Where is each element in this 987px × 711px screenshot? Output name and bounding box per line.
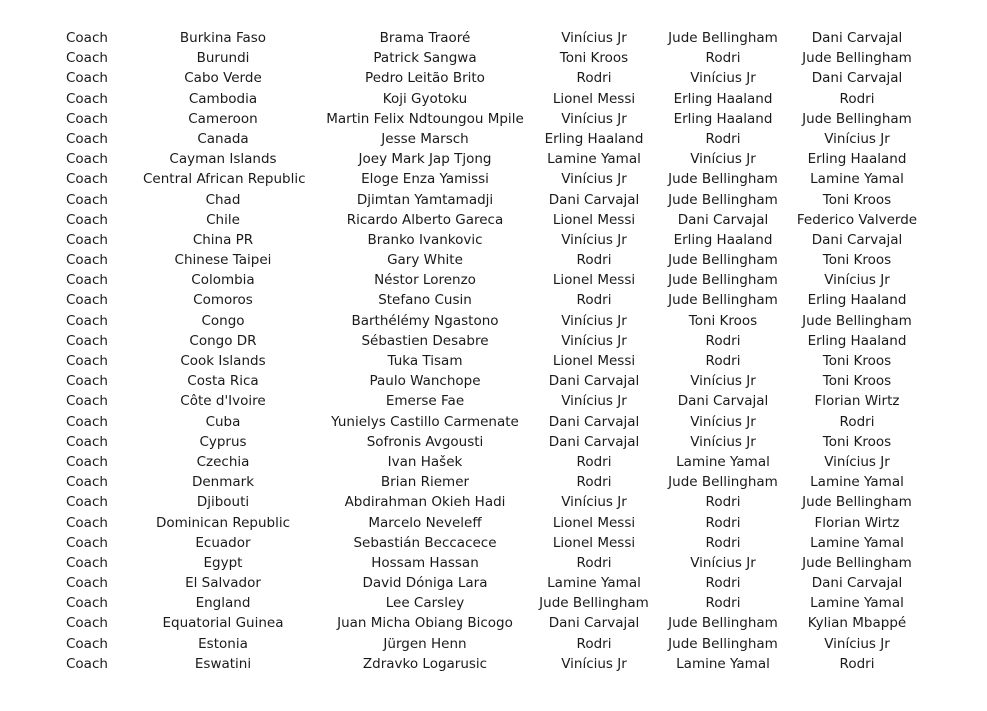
role-cell: Coach: [66, 332, 108, 349]
second-pick-cell: Vinícius Jr: [690, 151, 756, 168]
third-pick-cell: Erling Haaland: [807, 332, 907, 349]
second-pick-cell: Jude Bellingham: [668, 272, 778, 289]
table-row: [0, 513, 987, 533]
first-pick-cell: Jude Bellingham: [539, 595, 649, 612]
role-cell: Coach: [66, 413, 108, 430]
table-row: [0, 190, 987, 210]
country-cell: Chad: [205, 191, 241, 208]
third-pick-cell: Toni Kroos: [822, 353, 892, 369]
third-pick-cell: Rodri: [839, 413, 875, 430]
role-cell: Coach: [66, 171, 108, 188]
table-row: [0, 432, 987, 452]
third-pick-cell: Vinícius Jr: [824, 130, 890, 147]
table-row: [0, 371, 987, 391]
country-cell: Cabo Verde: [184, 70, 262, 87]
third-pick-cell: Vinícius Jr: [824, 635, 890, 652]
country-cell: Cook Islands: [180, 353, 266, 369]
first-pick-cell: Vinícius Jr: [561, 312, 627, 329]
role-cell: Coach: [66, 474, 108, 491]
third-pick-cell: Jude Bellingham: [802, 110, 912, 127]
table-row: [0, 593, 987, 613]
country-cell: Denmark: [191, 474, 255, 491]
first-pick-cell: Rodri: [576, 252, 612, 269]
coach-name-cell: Patrick Sangwa: [373, 50, 477, 67]
role-cell: Coach: [66, 292, 108, 309]
second-pick-cell: Rodri: [705, 494, 741, 511]
first-pick-cell: Dani Carvajal: [548, 413, 640, 430]
third-pick-cell: Kylian Mbappé: [807, 615, 907, 632]
table-row: [0, 412, 987, 432]
role-cell: Coach: [66, 90, 108, 107]
second-pick-cell: Jude Bellingham: [668, 191, 778, 208]
table-row: [0, 391, 987, 411]
role-cell: Coach: [66, 655, 108, 672]
role-cell: Coach: [66, 433, 108, 450]
coach-name-cell: Sébastien Desabre: [361, 332, 489, 349]
table-row: [0, 311, 987, 331]
votes-table: [0, 28, 987, 674]
table-row: [0, 250, 987, 270]
role-cell: Coach: [66, 494, 108, 511]
role-cell: Coach: [66, 534, 108, 551]
third-pick-cell: Jude Bellingham: [802, 554, 912, 571]
third-pick-cell: Federico Valverde: [796, 211, 918, 228]
second-pick-cell: Rodri: [705, 353, 741, 369]
second-pick-cell: Dani Carvajal: [677, 211, 769, 228]
coach-name-cell: Brian Riemer: [380, 474, 470, 491]
first-pick-cell: Lionel Messi: [552, 534, 636, 551]
coach-name-cell: Emerse Fae: [385, 393, 465, 410]
coach-name-cell: Sofronis Avgousti: [366, 433, 484, 450]
first-pick-cell: Vinícius Jr: [561, 231, 627, 248]
third-pick-cell: Dani Carvajal: [811, 30, 903, 46]
country-cell: Central African Republic: [143, 171, 306, 188]
coach-name-cell: Djimtan Yamtamadji: [356, 191, 494, 208]
third-pick-cell: Florian Wirtz: [814, 393, 900, 410]
third-pick-cell: Erling Haaland: [807, 151, 907, 168]
table-row: [0, 452, 987, 472]
first-pick-cell: Dani Carvajal: [548, 615, 640, 632]
first-pick-cell: Erling Haaland: [544, 130, 644, 147]
second-pick-cell: Jude Bellingham: [668, 30, 778, 46]
role-cell: Coach: [66, 353, 108, 369]
first-pick-cell: Rodri: [576, 635, 612, 652]
first-pick-cell: Rodri: [576, 554, 612, 571]
country-cell: Ecuador: [195, 534, 251, 551]
table-row: [0, 149, 987, 169]
third-pick-cell: Florian Wirtz: [814, 514, 900, 531]
coach-name-cell: Barthélémy Ngastono: [351, 312, 499, 329]
first-pick-cell: Lionel Messi: [552, 211, 636, 228]
first-pick-cell: Vinícius Jr: [561, 332, 627, 349]
coach-name-cell: Hossam Hassan: [371, 554, 479, 571]
first-pick-cell: Vinícius Jr: [561, 110, 627, 127]
coach-name-cell: Branko Ivankovic: [367, 231, 483, 248]
second-pick-cell: Erling Haaland: [673, 90, 773, 107]
table-row: [0, 68, 987, 88]
country-cell: Burkina Faso: [179, 30, 267, 46]
country-cell: Estonia: [198, 635, 248, 652]
second-pick-cell: Rodri: [705, 50, 741, 67]
second-pick-cell: Vinícius Jr: [690, 70, 756, 87]
table-row: [0, 533, 987, 553]
country-cell: Canada: [197, 130, 249, 147]
second-pick-cell: Rodri: [705, 514, 741, 531]
country-cell: Equatorial Guinea: [162, 615, 284, 632]
coach-name-cell: Martin Felix Ndtoungou Mpile: [326, 110, 524, 127]
second-pick-cell: Jude Bellingham: [668, 635, 778, 652]
country-cell: Chile: [206, 211, 240, 228]
coach-name-cell: Joey Mark Jap Tjong: [358, 151, 492, 168]
first-pick-cell: Vinícius Jr: [561, 655, 627, 672]
table-row: [0, 472, 987, 492]
coach-name-cell: Tuka Tisam: [387, 353, 463, 369]
first-pick-cell: Vinícius Jr: [561, 171, 627, 188]
coach-name-cell: Gary White: [387, 252, 463, 269]
country-cell: Egypt: [203, 554, 243, 571]
coach-name-cell: Eloge Enza Yamissi: [361, 171, 489, 188]
second-pick-cell: Jude Bellingham: [668, 292, 778, 309]
first-pick-cell: Rodri: [576, 70, 612, 87]
third-pick-cell: Jude Bellingham: [802, 50, 912, 67]
country-cell: Costa Rica: [187, 373, 259, 390]
second-pick-cell: Rodri: [705, 332, 741, 349]
role-cell: Coach: [66, 30, 108, 46]
country-cell: Chinese Taipei: [174, 252, 272, 269]
country-cell: China PR: [192, 231, 254, 248]
first-pick-cell: Rodri: [576, 292, 612, 309]
third-pick-cell: Jude Bellingham: [802, 494, 912, 511]
table-row: [0, 109, 987, 129]
country-cell: Cuba: [205, 413, 241, 430]
table-row: [0, 48, 987, 68]
first-pick-cell: Lionel Messi: [552, 514, 636, 531]
first-pick-cell: Vinícius Jr: [561, 494, 627, 511]
second-pick-cell: Rodri: [705, 575, 741, 592]
third-pick-cell: Erling Haaland: [807, 292, 907, 309]
first-pick-cell: Lionel Messi: [552, 353, 636, 369]
first-pick-cell: Lionel Messi: [552, 90, 636, 107]
second-pick-cell: Vinícius Jr: [690, 373, 756, 390]
coach-name-cell: Lee Carsley: [385, 595, 465, 612]
second-pick-cell: Vinícius Jr: [690, 413, 756, 430]
role-cell: Coach: [66, 252, 108, 269]
third-pick-cell: Lamine Yamal: [810, 595, 904, 612]
table-row: [0, 129, 987, 149]
country-cell: Colombia: [191, 272, 255, 289]
first-pick-cell: Lionel Messi: [552, 272, 636, 289]
table-row: [0, 351, 987, 371]
role-cell: Coach: [66, 211, 108, 228]
third-pick-cell: Lamine Yamal: [810, 171, 904, 188]
third-pick-cell: Vinícius Jr: [824, 272, 890, 289]
coach-name-cell: Marcelo Neveleff: [368, 514, 482, 531]
role-cell: Coach: [66, 453, 108, 470]
role-cell: Coach: [66, 514, 108, 531]
role-cell: Coach: [66, 130, 108, 147]
third-pick-cell: Toni Kroos: [822, 433, 892, 450]
country-cell: Burundi: [196, 50, 250, 67]
table-row: [0, 270, 987, 290]
third-pick-cell: Jude Bellingham: [802, 312, 912, 329]
third-pick-cell: Rodri: [839, 90, 875, 107]
first-pick-cell: Vinícius Jr: [561, 393, 627, 410]
second-pick-cell: Erling Haaland: [673, 110, 773, 127]
coach-name-cell: Jesse Marsch: [381, 130, 469, 147]
role-cell: Coach: [66, 70, 108, 87]
role-cell: Coach: [66, 110, 108, 127]
second-pick-cell: Jude Bellingham: [668, 615, 778, 632]
table-row: [0, 634, 987, 654]
third-pick-cell: Lamine Yamal: [810, 534, 904, 551]
country-cell: Djibouti: [196, 494, 250, 511]
table-row: [0, 89, 987, 109]
coach-name-cell: David Dóniga Lara: [362, 575, 488, 592]
second-pick-cell: Rodri: [705, 130, 741, 147]
role-cell: Coach: [66, 554, 108, 571]
country-cell: Cyprus: [199, 433, 247, 450]
coach-name-cell: Juan Micha Obiang Bicogo: [337, 615, 513, 632]
country-cell: Congo: [201, 312, 245, 329]
role-cell: Coach: [66, 191, 108, 208]
table-row: [0, 492, 987, 512]
coach-name-cell: Ricardo Alberto Gareca: [346, 211, 504, 228]
role-cell: Coach: [66, 575, 108, 592]
coach-name-cell: Zdravko Logarusic: [362, 655, 488, 672]
country-cell: Congo DR: [189, 332, 257, 349]
third-pick-cell: Toni Kroos: [822, 191, 892, 208]
table-row: [0, 290, 987, 310]
role-cell: Coach: [66, 635, 108, 652]
first-pick-cell: Toni Kroos: [559, 50, 629, 67]
country-cell: Dominican Republic: [155, 514, 291, 531]
second-pick-cell: Jude Bellingham: [668, 171, 778, 188]
second-pick-cell: Lamine Yamal: [676, 453, 770, 470]
coach-name-cell: Néstor Lorenzo: [374, 272, 476, 289]
second-pick-cell: Vinícius Jr: [690, 433, 756, 450]
second-pick-cell: Jude Bellingham: [668, 474, 778, 491]
table-row: [0, 573, 987, 593]
country-cell: Cameroon: [188, 110, 258, 127]
country-cell: Comoros: [193, 292, 253, 309]
coach-name-cell: Abdirahman Okieh Hadi: [344, 494, 506, 511]
table-row: [0, 210, 987, 230]
table-row: [0, 28, 987, 48]
second-pick-cell: Lamine Yamal: [676, 655, 770, 672]
first-pick-cell: Dani Carvajal: [548, 191, 640, 208]
first-pick-cell: Rodri: [576, 474, 612, 491]
second-pick-cell: Jude Bellingham: [668, 252, 778, 269]
role-cell: Coach: [66, 272, 108, 289]
coach-name-cell: Brama Traoré: [379, 30, 471, 46]
second-pick-cell: Dani Carvajal: [677, 393, 769, 410]
table-row: [0, 331, 987, 351]
third-pick-cell: Toni Kroos: [822, 252, 892, 269]
second-pick-cell: Rodri: [705, 534, 741, 551]
coach-name-cell: Koji Gyotoku: [382, 90, 468, 107]
table-row: [0, 230, 987, 250]
first-pick-cell: Lamine Yamal: [547, 575, 641, 592]
first-pick-cell: Dani Carvajal: [548, 373, 640, 390]
second-pick-cell: Erling Haaland: [673, 231, 773, 248]
third-pick-cell: Dani Carvajal: [811, 70, 903, 87]
third-pick-cell: Vinícius Jr: [824, 453, 890, 470]
country-cell: Czechia: [196, 453, 250, 470]
third-pick-cell: Toni Kroos: [822, 373, 892, 390]
role-cell: Coach: [66, 373, 108, 390]
role-cell: Coach: [66, 151, 108, 168]
role-cell: Coach: [66, 595, 108, 612]
third-pick-cell: Dani Carvajal: [811, 575, 903, 592]
table-row: [0, 613, 987, 633]
second-pick-cell: Toni Kroos: [688, 312, 758, 329]
table-row: [0, 654, 987, 674]
second-pick-cell: Rodri: [705, 595, 741, 612]
coach-name-cell: Pedro Leitão Brito: [365, 70, 485, 87]
role-cell: Coach: [66, 231, 108, 248]
table-row: [0, 169, 987, 189]
coach-name-cell: Paulo Wanchope: [369, 373, 481, 390]
first-pick-cell: Rodri: [576, 453, 612, 470]
role-cell: Coach: [66, 312, 108, 329]
role-cell: Coach: [66, 393, 108, 410]
table-row: [0, 553, 987, 573]
coach-name-cell: Yunielys Castillo Carmenate: [331, 413, 519, 430]
first-pick-cell: Vinícius Jr: [561, 30, 627, 46]
role-cell: Coach: [66, 615, 108, 632]
coach-name-cell: Sebastián Beccacece: [353, 534, 497, 551]
first-pick-cell: Dani Carvajal: [548, 433, 640, 450]
first-pick-cell: Lamine Yamal: [547, 151, 641, 168]
third-pick-cell: Lamine Yamal: [810, 474, 904, 491]
third-pick-cell: Dani Carvajal: [811, 231, 903, 248]
third-pick-cell: Rodri: [839, 655, 875, 672]
role-cell: Coach: [66, 50, 108, 67]
country-cell: Eswatini: [194, 655, 252, 672]
country-cell: El Salvador: [185, 575, 261, 592]
country-cell: Cayman Islands: [169, 151, 277, 168]
coach-name-cell: Stefano Cusin: [378, 292, 472, 309]
country-cell: Cambodia: [188, 90, 258, 107]
second-pick-cell: Vinícius Jr: [690, 554, 756, 571]
country-cell: England: [195, 595, 251, 612]
coach-name-cell: Jürgen Henn: [383, 635, 467, 652]
coach-name-cell: Ivan Hašek: [387, 453, 463, 470]
country-cell: Côte d'Ivoire: [180, 393, 266, 410]
